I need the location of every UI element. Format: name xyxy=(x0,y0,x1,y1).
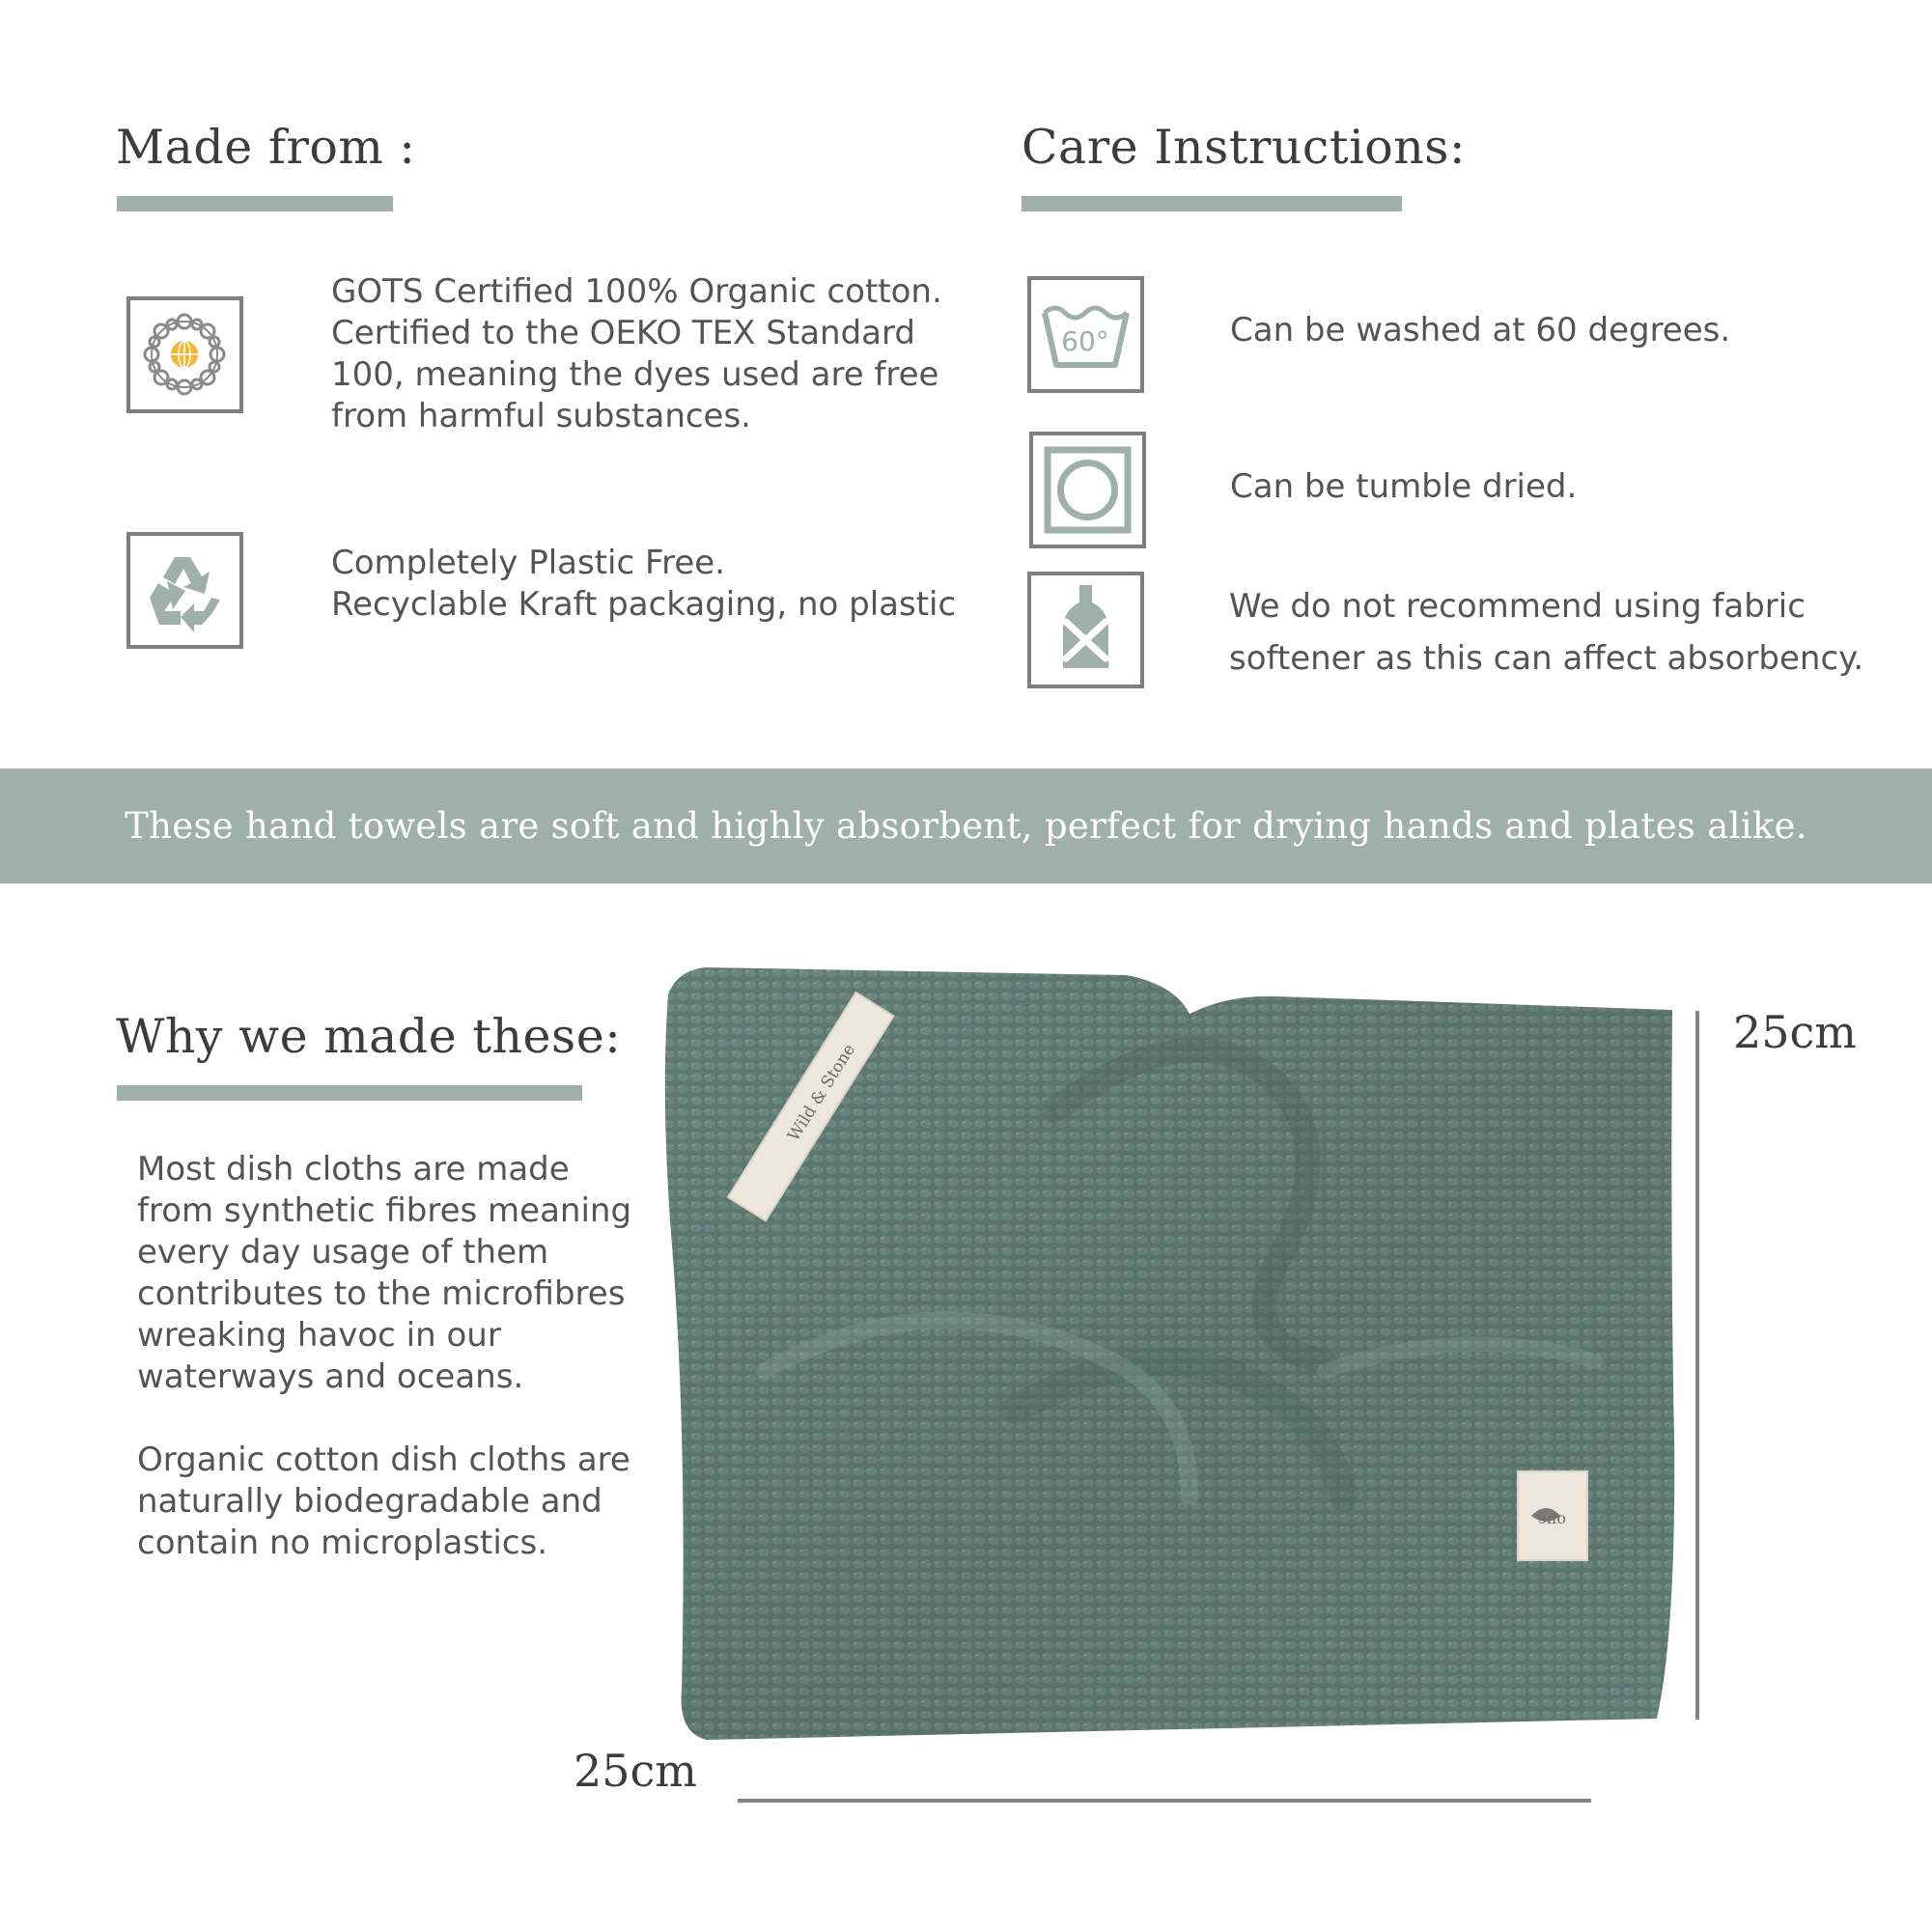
why-body xyxy=(137,1149,639,1564)
care-underline xyxy=(1022,196,1402,211)
gots-organic-logo-icon xyxy=(126,296,243,413)
plastic-line-1: Completely Plastic Free. xyxy=(331,544,725,582)
tagline-text: These hand towels are soft and highly absorbent, perfect for drying hands and plates alike. xyxy=(125,805,1807,847)
wash-60-icon xyxy=(1027,276,1144,393)
why-heading: Why we made these: xyxy=(116,1009,622,1064)
softener-text xyxy=(1229,580,1863,685)
width-dimension-label: 25cm xyxy=(574,1745,697,1797)
width-dimension-line xyxy=(738,1799,1591,1803)
tumble-dry-icon xyxy=(1029,432,1146,548)
tumble-text xyxy=(1230,466,1577,508)
care-heading: Care Instructions: xyxy=(1022,120,1466,175)
organic-line-1: GOTS Certified 100% Organic cotton. xyxy=(331,272,942,311)
tagline-banner xyxy=(0,769,1932,883)
height-dimension-label: 25cm xyxy=(1733,1006,1857,1058)
organic-cotton-text xyxy=(331,271,942,437)
softener-line-2: softener as this can affect absorbency. xyxy=(1229,639,1864,678)
organic-line-4: from harmful substances. xyxy=(331,397,751,435)
plastic-free-text xyxy=(331,543,956,626)
why-underline xyxy=(117,1085,582,1101)
why-paragraph-2: Organic cotton dish cloths are naturally biodegradable and contain no microplastics. xyxy=(137,1441,630,1562)
label-brand-mirrored-text: one xyxy=(1537,1509,1566,1527)
wash-text xyxy=(1230,310,1730,351)
made-from-underline xyxy=(117,196,393,211)
made-from-heading: Made from : xyxy=(116,120,416,175)
height-dimension-line xyxy=(1695,1011,1699,1720)
why-paragraph-1: Most dish cloths are made from synthetic fibres meaning every day usage of them contributes to the microfibres wreaking havoc in our waterways and oceans. xyxy=(137,1150,632,1396)
wash-line-1: Can be washed at 60 degrees. xyxy=(1230,311,1731,350)
tumble-line-1: Can be tumble dried. xyxy=(1230,467,1578,506)
label-brand-text: Wild & Stone xyxy=(784,1040,859,1145)
recycle-icon xyxy=(126,532,243,649)
knitted-towel-image xyxy=(649,956,1678,1767)
wash-temp-label: 60° xyxy=(1061,325,1109,357)
plastic-line-2: Recyclable Kraft packaging, no plastic xyxy=(331,585,957,624)
organic-line-3: 100, meaning the dyes used are free xyxy=(331,355,939,394)
organic-line-2: Certified to the OEKO TEX Standard xyxy=(331,314,915,352)
softener-line-1: We do not recommend using fabric xyxy=(1229,587,1806,626)
no-fabric-softener-icon xyxy=(1027,572,1144,688)
